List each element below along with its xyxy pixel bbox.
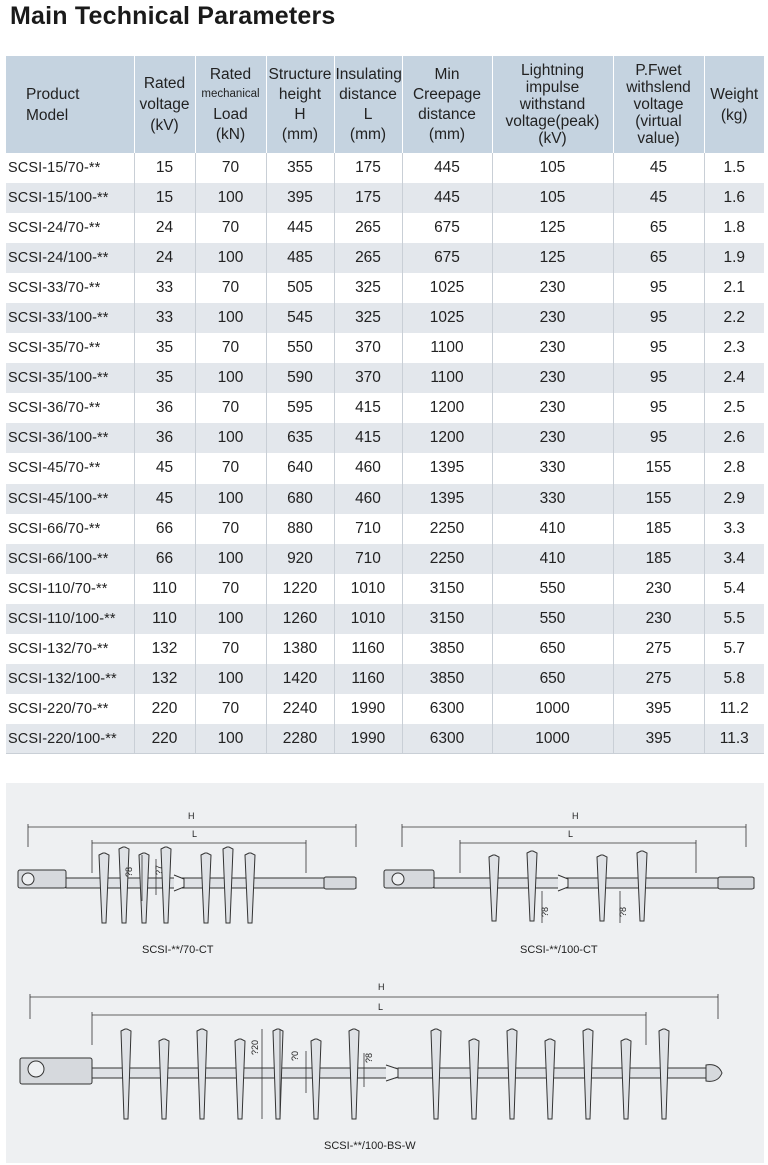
header-line: value) [637, 130, 680, 147]
table-row [6, 634, 764, 664]
header-line: P.Fwet [635, 62, 682, 79]
table-cell: 1200 [402, 423, 492, 453]
table-cell: 1.6 [704, 183, 764, 213]
table-row [6, 183, 764, 213]
table-cell: 105 [492, 183, 613, 213]
table-cell: 70 [195, 213, 266, 243]
table-cell: 2.8 [704, 453, 764, 483]
table-cell: 550 [492, 574, 613, 604]
table-cell: 1000 [492, 694, 613, 724]
header-line: voltage [139, 96, 190, 113]
product-model-cell: SCSI-24/100-** [6, 243, 134, 273]
header-line: (mm) [349, 126, 387, 143]
header-pf-wet-voltage [613, 56, 704, 153]
dim-77-1: ?7 [154, 864, 164, 875]
dim-120: ?20 [250, 1039, 260, 1055]
table-row [6, 273, 764, 303]
header-line: (kV) [538, 130, 567, 147]
table-cell: 230 [492, 423, 613, 453]
header-product-model [6, 56, 134, 153]
table-row [6, 243, 764, 273]
table-cell: 1010 [334, 604, 402, 634]
table-cell: 3150 [402, 604, 492, 634]
table-cell: 45 [613, 153, 704, 183]
table-cell: 2250 [402, 544, 492, 574]
table-row [6, 484, 764, 514]
table-cell: 100 [195, 604, 266, 634]
table-cell: 185 [613, 544, 704, 574]
table-cell: 330 [492, 484, 613, 514]
table-cell: 155 [613, 484, 704, 514]
table-cell: 325 [334, 273, 402, 303]
table-cell: 125 [492, 243, 613, 273]
table-cell: 100 [195, 484, 266, 514]
header-rated-load [195, 56, 266, 153]
table-cell: 36 [134, 393, 195, 423]
product-model-cell: SCSI-15/70-** [6, 153, 134, 183]
table-cell: 100 [195, 243, 266, 273]
table-cell: 11.3 [704, 724, 764, 754]
header-line: height [278, 86, 322, 103]
table-cell: 505 [266, 273, 334, 303]
header-line: voltage(peak) [505, 113, 600, 130]
header-line: Lightning [521, 62, 584, 79]
header-line: (kg) [720, 106, 748, 124]
table-cell: 220 [134, 694, 195, 724]
table-row [6, 453, 764, 483]
product-model-cell: SCSI-36/100-** [6, 423, 134, 453]
table-cell: 410 [492, 514, 613, 544]
table-cell: 445 [402, 153, 492, 183]
table-row [6, 153, 764, 183]
table-row [6, 694, 764, 724]
dim-78-4: ?8 [364, 1052, 374, 1063]
table-body [6, 153, 764, 754]
table-cell: 355 [266, 153, 334, 183]
table-cell: 70 [195, 153, 266, 183]
table-row [6, 393, 764, 423]
product-model-cell: SCSI-45/70-** [6, 453, 134, 483]
header-line: Product [26, 85, 80, 103]
table-cell: 680 [266, 484, 334, 514]
header-line: Weight [710, 85, 759, 103]
table-cell: 1990 [334, 724, 402, 754]
caption-100-ct: SCSI-**/100-CT [520, 944, 598, 956]
table-cell: 230 [492, 333, 613, 363]
table-cell: 3150 [402, 574, 492, 604]
table-row [6, 514, 764, 544]
table-cell: 24 [134, 213, 195, 243]
product-model-cell: SCSI-66/70-** [6, 514, 134, 544]
insulator-drawings-panel [6, 783, 764, 1163]
table-cell: 220 [134, 724, 195, 754]
table-cell: 675 [402, 213, 492, 243]
table-cell: 6300 [402, 724, 492, 754]
table-cell: 95 [613, 363, 704, 393]
table-cell: 710 [334, 544, 402, 574]
table-cell: 110 [134, 604, 195, 634]
table-cell: 1200 [402, 393, 492, 423]
table-cell: 155 [613, 453, 704, 483]
table-row [6, 363, 764, 393]
table-cell: 45 [613, 183, 704, 213]
header-line: L [363, 106, 373, 123]
table-cell: 1420 [266, 664, 334, 694]
table-cell: 920 [266, 544, 334, 574]
dim-h-2: H [572, 811, 579, 821]
table-cell: 100 [195, 303, 266, 333]
table-cell: 70 [195, 333, 266, 363]
table-cell: 185 [613, 514, 704, 544]
table-cell: 3.4 [704, 544, 764, 574]
table-cell: 370 [334, 333, 402, 363]
table-cell: 2.2 [704, 303, 764, 333]
table-cell: 1100 [402, 363, 492, 393]
table-row [6, 544, 764, 574]
table-cell: 2.6 [704, 423, 764, 453]
table-cell: 132 [134, 634, 195, 664]
table-cell: 485 [266, 243, 334, 273]
table-cell: 1025 [402, 303, 492, 333]
table-cell: 230 [613, 604, 704, 634]
product-model-cell: SCSI-15/100-** [6, 183, 134, 213]
header-creepage-distance [402, 56, 492, 153]
table-cell: 66 [134, 544, 195, 574]
table-cell: 100 [195, 664, 266, 694]
table-cell: 24 [134, 243, 195, 273]
dim-78-1: ?8 [124, 866, 134, 877]
table-cell: 2.4 [704, 363, 764, 393]
header-line: (kN) [215, 126, 246, 143]
table-cell: 550 [492, 604, 613, 634]
page-title: Main Technical Parameters [10, 2, 336, 30]
dim-h-3: H [378, 982, 385, 992]
table-cell: 545 [266, 303, 334, 333]
table-cell: 35 [134, 363, 195, 393]
header-line: Creepage [412, 86, 482, 103]
table-cell: 1.9 [704, 243, 764, 273]
header-line: mechanical [201, 88, 260, 100]
table-cell: 100 [195, 423, 266, 453]
product-model-cell: SCSI-35/70-** [6, 333, 134, 363]
table-cell: 1380 [266, 634, 334, 664]
table-cell: 2240 [266, 694, 334, 724]
table-cell: 100 [195, 544, 266, 574]
table-row [6, 604, 764, 634]
table-cell: 230 [492, 363, 613, 393]
dim-l-2: L [568, 829, 574, 839]
table-cell: 6300 [402, 694, 492, 724]
table-cell: 66 [134, 514, 195, 544]
header-line: impulse [525, 79, 580, 96]
table-cell: 5.5 [704, 604, 764, 634]
header-line: Model [26, 106, 69, 124]
table-cell: 635 [266, 423, 334, 453]
header-rated-voltage [134, 56, 195, 153]
product-model-cell: SCSI-132/70-** [6, 634, 134, 664]
header-line: (mm) [281, 126, 319, 143]
table-cell: 175 [334, 183, 402, 213]
table-cell: 95 [613, 273, 704, 303]
table-cell: 275 [613, 634, 704, 664]
product-model-cell: SCSI-33/70-** [6, 273, 134, 303]
table-cell: 70 [195, 273, 266, 303]
table-cell: 2.3 [704, 333, 764, 363]
product-model-cell: SCSI-132/100-** [6, 664, 134, 694]
table-cell: 1990 [334, 694, 402, 724]
table-cell: 70 [195, 634, 266, 664]
table-cell: 640 [266, 453, 334, 483]
table-cell: 15 [134, 183, 195, 213]
table-cell: 2250 [402, 514, 492, 544]
dim-l-1: L [192, 829, 198, 839]
header-line: Rated [209, 66, 252, 83]
table-cell: 1000 [492, 724, 613, 754]
product-model-cell: SCSI-110/100-** [6, 604, 134, 634]
table-cell: 1.5 [704, 153, 764, 183]
table-cell: 5.7 [704, 634, 764, 664]
table-cell: 33 [134, 303, 195, 333]
table-cell: 3.3 [704, 514, 764, 544]
table-cell: 1100 [402, 333, 492, 363]
table-cell: 3850 [402, 664, 492, 694]
table-cell: 70 [195, 514, 266, 544]
table-cell: 230 [492, 393, 613, 423]
table-cell: 2280 [266, 724, 334, 754]
table-cell: 33 [134, 273, 195, 303]
caption-100-bs-w: SCSI-**/100-BS-W [324, 1140, 416, 1152]
table-row [6, 303, 764, 333]
header-line: voltage [633, 96, 684, 113]
table-cell: 3850 [402, 634, 492, 664]
table-cell: 95 [613, 303, 704, 333]
table-cell: 330 [492, 453, 613, 483]
table-row [6, 664, 764, 694]
table-cell: 650 [492, 664, 613, 694]
table-cell: 1160 [334, 634, 402, 664]
header-line: withslend [626, 79, 691, 96]
dim-l-3: L [378, 1002, 384, 1012]
header-line: (kV) [150, 117, 179, 134]
table-cell: 70 [195, 694, 266, 724]
dim-h-1: H [188, 811, 195, 821]
technical-parameters-table [6, 56, 764, 754]
table-cell: 36 [134, 423, 195, 453]
table-cell: 230 [613, 574, 704, 604]
table-row [6, 333, 764, 363]
table-row [6, 423, 764, 453]
table-cell: 5.8 [704, 664, 764, 694]
table-cell: 265 [334, 213, 402, 243]
table-cell: 415 [334, 393, 402, 423]
product-model-cell: SCSI-35/100-** [6, 363, 134, 393]
table-cell: 395 [613, 694, 704, 724]
table-cell: 2.9 [704, 484, 764, 514]
table-cell: 395 [613, 724, 704, 754]
table-cell: 95 [613, 333, 704, 363]
table-cell: 110 [134, 574, 195, 604]
product-model-cell: SCSI-220/70-** [6, 694, 134, 724]
table-cell: 230 [492, 273, 613, 303]
insulator-drawings [6, 783, 764, 1163]
table-cell: 275 [613, 664, 704, 694]
table-cell: 460 [334, 453, 402, 483]
table-cell: 1395 [402, 484, 492, 514]
table-cell: 45 [134, 453, 195, 483]
table-cell: 70 [195, 574, 266, 604]
table-cell: 100 [195, 724, 266, 754]
dim-70: ?0 [290, 1050, 300, 1061]
product-model-cell: SCSI-66/100-** [6, 544, 134, 574]
table-cell: 395 [266, 183, 334, 213]
table-cell: 70 [195, 393, 266, 423]
header-weight [704, 56, 764, 153]
header-insulating-distance [334, 56, 402, 153]
table-header-row [6, 56, 764, 153]
table-cell: 95 [613, 423, 704, 453]
table-cell: 460 [334, 484, 402, 514]
table-cell: 325 [334, 303, 402, 333]
table-cell: 45 [134, 484, 195, 514]
table-cell: 230 [492, 303, 613, 333]
table-row [6, 213, 764, 243]
header-line: Min [434, 66, 460, 83]
table-cell: 1395 [402, 453, 492, 483]
table-cell: 675 [402, 243, 492, 273]
header-line: withstand [519, 96, 586, 113]
table-cell: 100 [195, 363, 266, 393]
table-cell: 445 [266, 213, 334, 243]
table-cell: 650 [492, 634, 613, 664]
table-row [6, 574, 764, 604]
table-cell: 550 [266, 333, 334, 363]
product-model-cell: SCSI-45/100-** [6, 484, 134, 514]
table-cell: 595 [266, 393, 334, 423]
table-cell: 410 [492, 544, 613, 574]
table-cell: 1160 [334, 664, 402, 694]
table-cell: 2.5 [704, 393, 764, 423]
product-model-cell: SCSI-110/70-** [6, 574, 134, 604]
product-model-cell: SCSI-24/70-** [6, 213, 134, 243]
table-cell: 15 [134, 153, 195, 183]
header-line: Rated [143, 75, 186, 92]
table-cell: 415 [334, 423, 402, 453]
table-cell: 2.1 [704, 273, 764, 303]
header-line: Load [213, 106, 248, 123]
header-structure-height [266, 56, 334, 153]
product-model-cell: SCSI-36/70-** [6, 393, 134, 423]
table-cell: 175 [334, 153, 402, 183]
table-cell: 590 [266, 363, 334, 393]
table-cell: 1260 [266, 604, 334, 634]
table-cell: 880 [266, 514, 334, 544]
table-cell: 65 [613, 213, 704, 243]
table-cell: 11.2 [704, 694, 764, 724]
table-cell: 445 [402, 183, 492, 213]
table-cell: 1010 [334, 574, 402, 604]
table-cell: 710 [334, 514, 402, 544]
table-cell: 100 [195, 183, 266, 213]
product-model-cell: SCSI-220/100-** [6, 724, 134, 754]
table-cell: 370 [334, 363, 402, 393]
dim-78-2: ?8 [540, 906, 550, 917]
table-cell: 105 [492, 153, 613, 183]
table-cell: 35 [134, 333, 195, 363]
table-cell: 70 [195, 453, 266, 483]
dim-78-3: ?8 [618, 906, 628, 917]
header-line: (virtual [635, 113, 682, 130]
table-cell: 5.4 [704, 574, 764, 604]
header-line: distance [418, 106, 476, 123]
table-cell: 1025 [402, 273, 492, 303]
header-lightning-impulse [492, 56, 613, 153]
table-row [6, 724, 764, 754]
table-cell: 65 [613, 243, 704, 273]
table-cell: 132 [134, 664, 195, 694]
table-cell: 95 [613, 393, 704, 423]
header-line: distance [339, 86, 397, 103]
product-model-cell: SCSI-33/100-** [6, 303, 134, 333]
header-line: H [294, 106, 306, 123]
table-cell: 265 [334, 243, 402, 273]
table-cell: 1220 [266, 574, 334, 604]
table-cell: 1.8 [704, 213, 764, 243]
header-line: Insulating [335, 66, 402, 83]
header-line: (mm) [428, 126, 466, 143]
caption-70-ct: SCSI-**/70-CT [142, 944, 214, 956]
header-line: Structure [268, 66, 332, 83]
table-cell: 125 [492, 213, 613, 243]
